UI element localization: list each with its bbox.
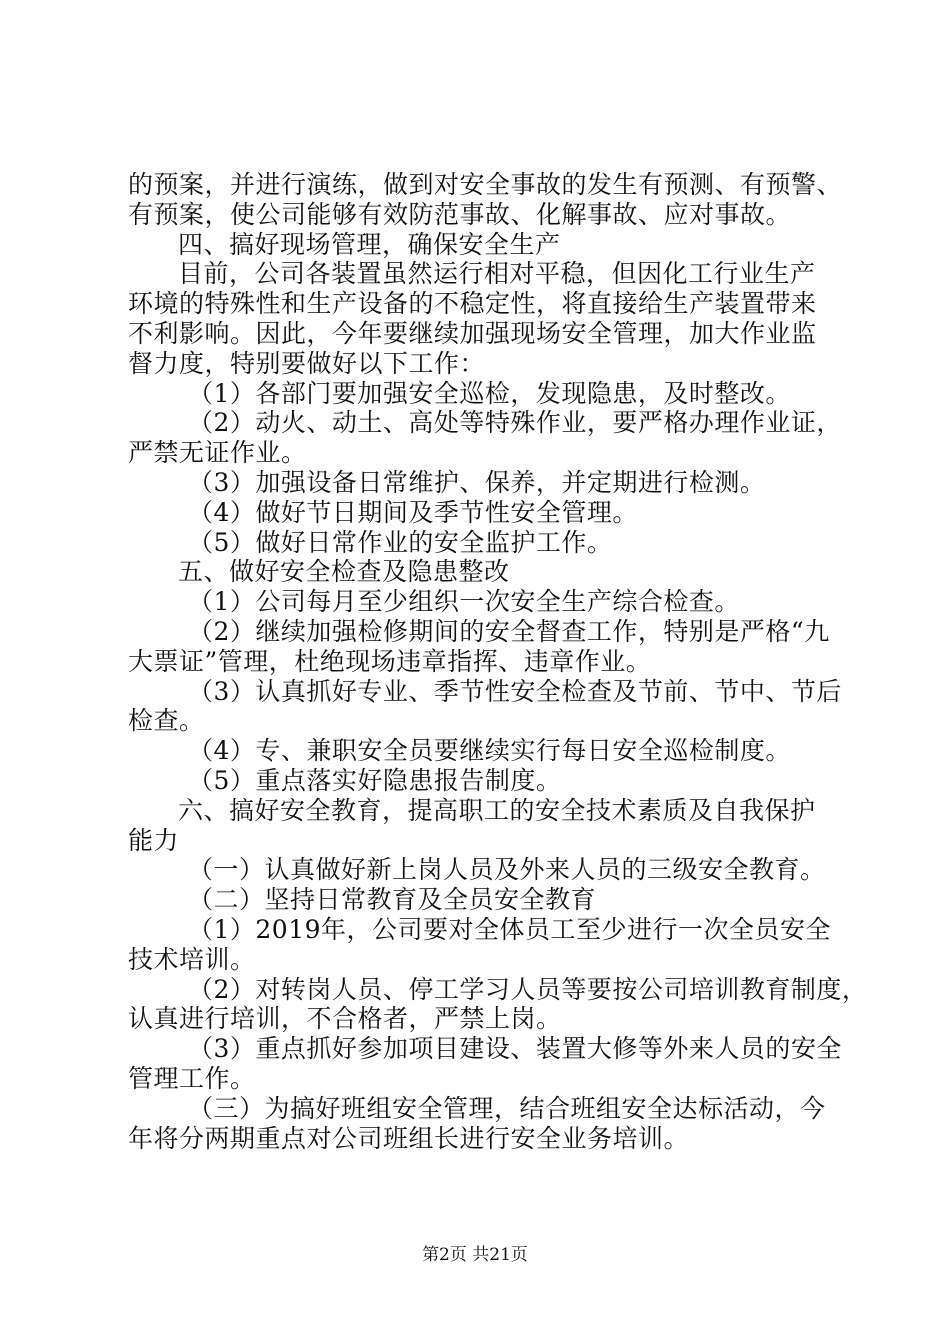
body-line: 督力度，特别要做好以下工作： <box>128 348 486 378</box>
list-item: （一）认真做好新上岗人员及外来人员的三级安全教育。 <box>188 855 826 885</box>
body-line: 环境的特殊性和生产设备的不稳定性，将直接给生产装置带来 <box>128 289 817 319</box>
body-line: 技术培训。 <box>128 944 256 974</box>
body-line: 不利影响。因此，今年要继续加强现场安全管理，加大作业监 <box>128 318 817 348</box>
document-body <box>128 170 868 1153</box>
body-line: 管理工作。 <box>128 1063 256 1093</box>
body-line: 能力 <box>128 825 180 855</box>
list-item: （5）重点落实好隐患报告制度。 <box>188 765 562 795</box>
list-item: （4）做好节日期间及季节性安全管理。 <box>188 497 638 527</box>
body-line: 认真进行培训，不合格者，严禁上岗。 <box>128 1004 562 1034</box>
list-item: （三）为搞好班组安全管理，结合班组安全达标活动，今 <box>188 1093 826 1123</box>
page-footer <box>0 1244 950 1266</box>
list-item: （4）专、兼职安全员要继续实行每日安全巡检制度。 <box>188 736 791 766</box>
list-item: （3）重点抓好参加项目建设、装置大修等外来人员的安全 <box>188 1034 842 1064</box>
body-line: 严禁无证作业。 <box>128 438 307 468</box>
page-number: 第2页 共21页 <box>422 1245 528 1265</box>
section-heading: 六、搞好安全教育，提高职工的安全技术素质及自我保护 <box>178 795 816 825</box>
list-item: （2）对转岗人员、停工学习人员等要按公司培训教育制度， <box>188 974 868 1004</box>
list-item: （3）加强设备日常维护、保养，并定期进行检测。 <box>188 467 766 497</box>
list-item: （1）各部门要加强安全巡检，发现隐患，及时整改。 <box>188 378 791 408</box>
body-line: 目前，公司各装置虽然运行相对平稳，但因化工行业生产 <box>178 259 816 289</box>
list-item: （5）做好日常作业的安全监护工作。 <box>188 527 613 557</box>
body-line: 有预案，使公司能够有效防范事故、化解事故、应对事故。 <box>128 199 792 229</box>
list-item: （2）动火、动土、高处等特殊作业，要严格办理作业证， <box>188 408 842 438</box>
list-item: （1）2019年，公司要对全体员工至少进行一次全员安全 <box>188 914 832 944</box>
body-line: 大票证”管理，杜绝现场违章指挥、违章作业。 <box>128 646 652 676</box>
list-item: （1）公司每月至少组织一次安全生产综合检查。 <box>188 587 740 617</box>
body-line: 年将分两期重点对公司班组长进行安全业务培训。 <box>128 1123 690 1153</box>
list-item: （3）认真抓好专业、季节性安全检查及节前、节中、节后 <box>188 676 842 706</box>
section-heading: 四、搞好现场管理，确保安全生产 <box>178 229 561 259</box>
body-line: 检查。 <box>128 706 205 736</box>
body-line: 的预案，并进行演练，做到对安全事故的发生有预测、有预警、 <box>128 170 843 199</box>
list-item: （二）坚持日常教育及全员安全教育 <box>188 885 597 915</box>
list-item: （2）继续加强检修期间的安全督查工作，特别是严格“九 <box>188 616 830 646</box>
section-heading: 五、做好安全检查及隐患整改 <box>178 557 510 587</box>
